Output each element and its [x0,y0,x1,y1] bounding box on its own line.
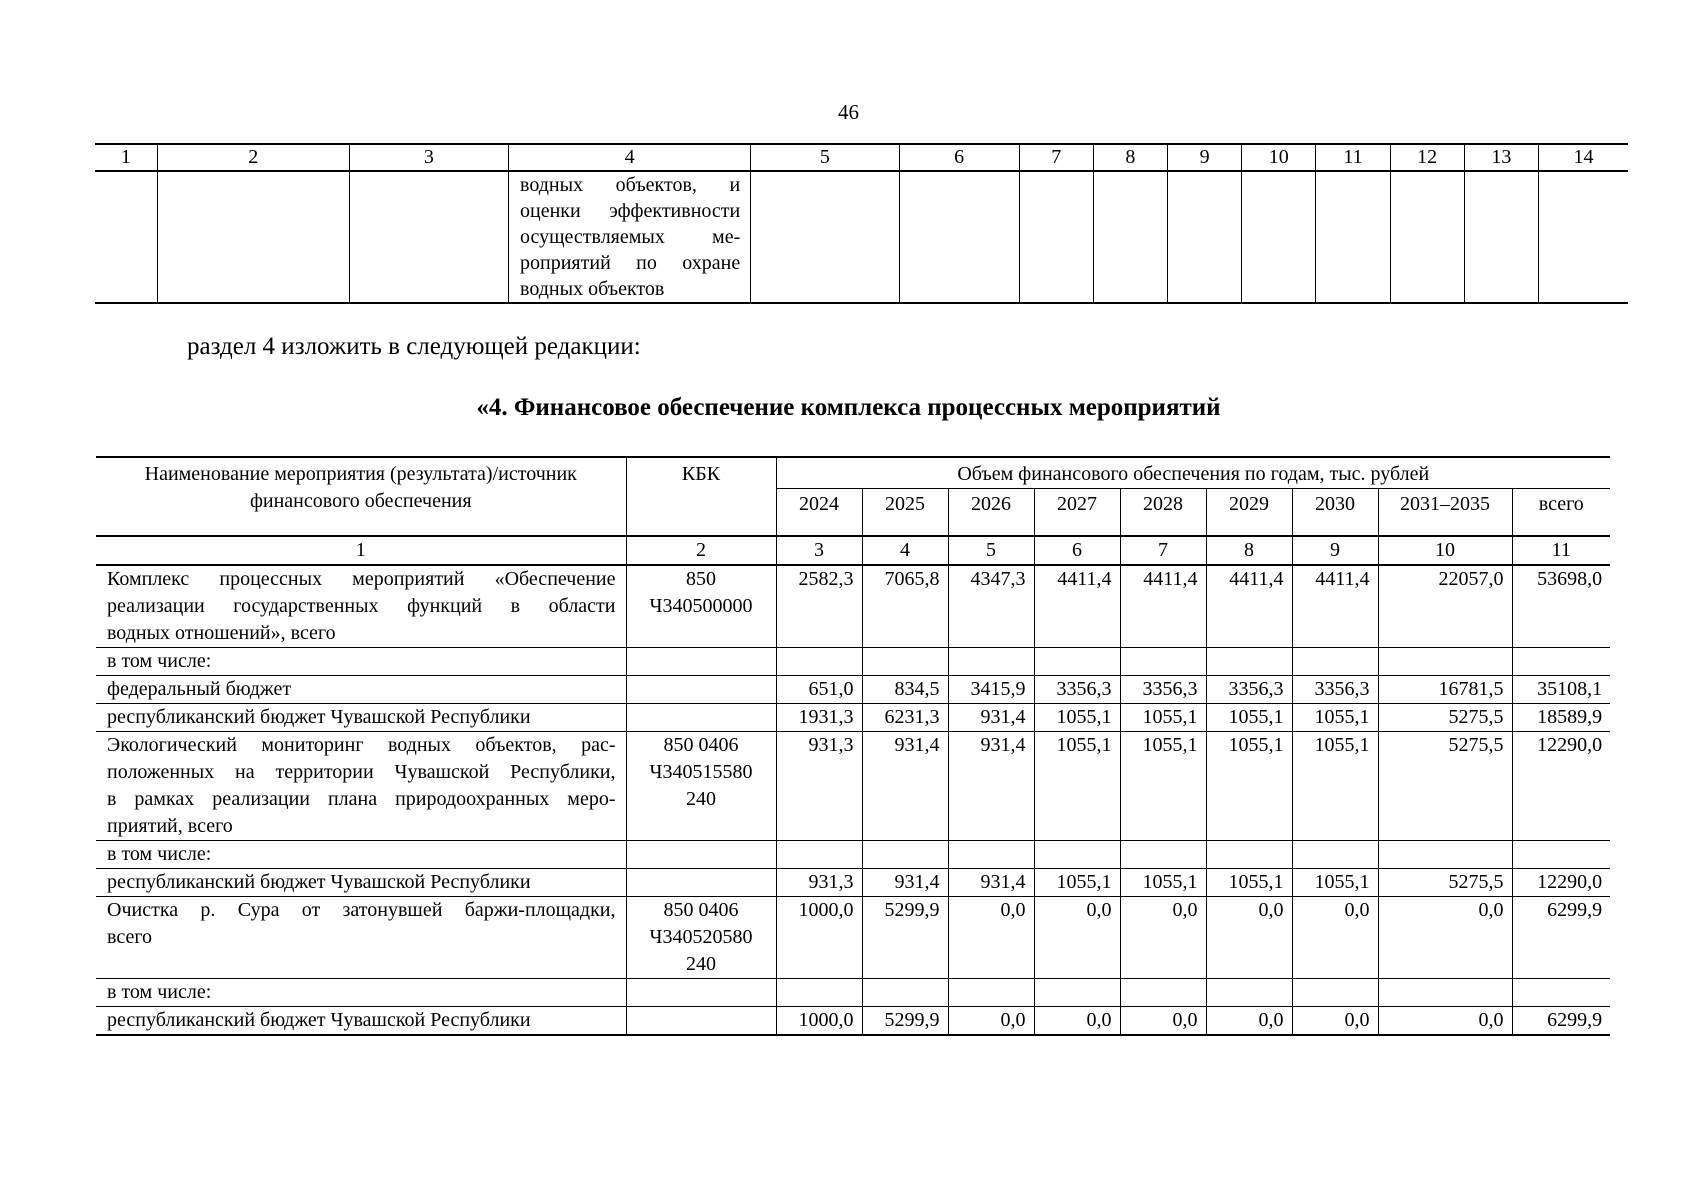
value-cell: 1931,3 [776,704,862,732]
year-header: 2029 [1206,489,1292,537]
kbk-cell [626,869,776,897]
column-number: 2 [626,536,776,565]
text-line: оценки эффективности [520,200,741,222]
row-name-line: в рамках реализации плана природоохранных меро- [107,788,616,810]
value-cell: 6299,9 [1512,897,1610,979]
value-cell: 0,0 [1378,897,1512,979]
table-row [96,1007,1610,1036]
table-row [96,841,1610,869]
value-cell [1120,979,1206,1007]
table-row [96,979,1610,1007]
section-title: «4. Финансовое обеспечение комплекса процессных мероприятий [476,394,1221,421]
row-name-line: положенных на территории Чувашской Республики, [107,761,616,783]
row-name-cell [96,841,626,869]
value-cell: 3356,3 [1292,676,1378,704]
value-cell [1034,841,1120,869]
row-name-line: Комплекс процессных мероприятий «Обеспечение [107,568,616,590]
year-header: 2028 [1120,489,1206,537]
value-cell: 0,0 [1292,897,1378,979]
row-name-cell [96,732,626,841]
value-cell: 6299,9 [1512,1007,1610,1036]
value-cell: 3415,9 [948,676,1034,704]
row-name-line: всего [107,926,153,948]
row-name-cell [96,897,626,979]
value-cell: 1055,1 [1120,869,1206,897]
column-number: 1 [95,144,157,171]
value-cell: 0,0 [1378,1007,1512,1036]
value-cell [1034,979,1120,1007]
kbk-cell [626,897,776,979]
instruction-text: раздел 4 изложить в следующей редакции: [187,333,641,360]
value-cell: 1000,0 [776,897,862,979]
year-header: 2025 [862,489,948,537]
kbk-line: Ч340520580 [649,926,753,948]
column-number: 1 [96,536,626,565]
row-name-cell [96,979,626,1007]
row-name-line: реализации государственных функций в области [107,595,616,617]
text-line: водных объектов, и [520,174,741,196]
value-cell: 2582,3 [776,565,862,648]
table-row [96,732,1610,841]
column-number: 11 [1316,144,1390,171]
kbk-line: 240 [686,953,716,975]
value-cell: 0,0 [1206,1007,1292,1036]
table-row [96,565,1610,648]
column-number: 6 [1034,536,1120,565]
name-column-header: Наименование мероприятия (результата)/источник финансового обеспечения [96,457,626,536]
value-cell: 0,0 [1120,897,1206,979]
value-cell: 1055,1 [1206,869,1292,897]
value-cell [1292,979,1378,1007]
column-number: 7 [1019,144,1093,171]
value-cell: 35108,1 [1512,676,1610,704]
column-number: 5 [948,536,1034,565]
value-cell [1206,841,1292,869]
value-cell [948,979,1034,1007]
column-number: 7 [1120,536,1206,565]
row-name-cell [96,676,626,704]
value-cell: 1055,1 [1034,869,1120,897]
value-cell: 0,0 [1292,1007,1378,1036]
text-line: осуществляемых ме- [520,226,741,248]
value-cell: 0,0 [948,897,1034,979]
kbk-cell [626,732,776,841]
value-cell: 1055,1 [1120,732,1206,841]
value-cell [948,648,1034,676]
row-name-line: федеральный бюджет [107,678,292,700]
kbk-line: Ч340500000 [649,595,753,617]
kbk-line: 850 [686,568,716,590]
value-cell: 5275,5 [1378,732,1512,841]
volume-column-header: Объем финансового обеспечения по годам, тыс. рублей [776,457,1610,489]
value-cell: 16781,5 [1378,676,1512,704]
table-row [96,897,1610,979]
value-cell: 931,4 [948,704,1034,732]
row-name-cell [96,704,626,732]
year-header: 2026 [948,489,1034,537]
column-number: 9 [1292,536,1378,565]
value-cell [1120,648,1206,676]
value-cell: 22057,0 [1378,565,1512,648]
kbk-cell [626,676,776,704]
value-cell: 1055,1 [1034,732,1120,841]
row-name-line: Экологический мониторинг водных объектов, рас- [107,734,616,756]
table-row [96,704,1610,732]
continuation-table [95,143,1628,304]
column-number: 11 [1512,536,1610,565]
table-row [96,648,1610,676]
value-cell [776,841,862,869]
column-number: 10 [1242,144,1316,171]
year-header: всего [1512,489,1610,537]
value-cell [1120,841,1206,869]
value-cell [1292,648,1378,676]
column-number: 4 [862,536,948,565]
value-cell: 1000,0 [776,1007,862,1036]
value-cell: 0,0 [1206,897,1292,979]
row-name-line: приятий, всего [107,815,233,837]
year-header: 2027 [1034,489,1120,537]
value-cell [862,979,948,1007]
value-cell: 3356,3 [1120,676,1206,704]
column-number: 8 [1206,536,1292,565]
column-number: 9 [1168,144,1242,171]
column-number: 12 [1390,144,1464,171]
value-cell: 12290,0 [1512,869,1610,897]
value-cell: 3356,3 [1206,676,1292,704]
value-cell: 4347,3 [948,565,1034,648]
kbk-cell [626,565,776,648]
kbk-cell [626,841,776,869]
column-number-row [96,536,1610,565]
value-cell: 834,5 [862,676,948,704]
text-line: роприятий по охране [520,252,741,274]
kbk-cell [626,648,776,676]
value-cell: 0,0 [1034,897,1120,979]
value-cell: 1055,1 [1292,732,1378,841]
value-cell: 651,0 [776,676,862,704]
value-cell: 4411,4 [1206,565,1292,648]
header-row [96,457,1610,489]
kbk-column-header: КБК [626,457,776,536]
value-cell: 1055,1 [1206,732,1292,841]
row-name-cell [96,648,626,676]
value-cell: 931,4 [862,732,948,841]
value-cell: 1055,1 [1034,704,1120,732]
row-name-line: в том числе: [107,650,212,672]
value-cell: 1055,1 [1292,869,1378,897]
column-number: 2 [157,144,349,171]
row-name-line: водных отношений», всего [107,622,336,644]
column-number: 3 [776,536,862,565]
table-row [96,869,1610,897]
column-number: 10 [1378,536,1512,565]
value-cell [1378,648,1512,676]
value-cell: 53698,0 [1512,565,1610,648]
kbk-cell [626,1007,776,1036]
row-name-cell [96,565,626,648]
column-number: 8 [1093,144,1167,171]
row-name-line: республиканский бюджет Чувашской Республики [107,706,531,728]
row-name-line: республиканский бюджет Чувашской Республики [107,1009,531,1031]
value-cell: 4411,4 [1120,565,1206,648]
value-cell [1292,841,1378,869]
page-number: 46 [838,100,859,124]
value-cell: 5275,5 [1378,704,1512,732]
table-row [96,676,1610,704]
column-number-row [95,144,1628,171]
kbk-line: 850 0406 [663,899,739,921]
value-cell [776,979,862,1007]
value-cell [776,648,862,676]
finance-table [96,456,1610,1036]
value-cell [1512,841,1610,869]
value-cell [1512,979,1610,1007]
value-cell: 931,4 [948,869,1034,897]
column-number: 14 [1538,144,1628,171]
value-cell [1512,648,1610,676]
measure-text-cell [509,171,751,303]
value-cell: 12290,0 [1512,732,1610,841]
value-cell: 18589,9 [1512,704,1610,732]
value-cell: 1055,1 [1292,704,1378,732]
table-row [95,171,1628,303]
value-cell: 4411,4 [1292,565,1378,648]
column-number: 3 [349,144,508,171]
column-number: 6 [899,144,1019,171]
value-cell: 5299,9 [862,897,948,979]
value-cell [948,841,1034,869]
value-cell [1206,979,1292,1007]
row-name-line: в том числе: [107,843,212,865]
row-name-line: республиканский бюджет Чувашской Республики [107,871,531,893]
value-cell: 931,3 [776,869,862,897]
row-name-line: Очистка р. Сура от затонувшей баржи-площадки, [107,899,616,921]
year-header: 2031–2035 [1378,489,1512,537]
value-cell [1034,648,1120,676]
value-cell [862,841,948,869]
value-cell [1378,841,1512,869]
value-cell: 5275,5 [1378,869,1512,897]
column-number: 4 [509,144,751,171]
value-cell: 3356,3 [1034,676,1120,704]
value-cell: 4411,4 [1034,565,1120,648]
value-cell: 0,0 [948,1007,1034,1036]
value-cell: 1055,1 [1206,704,1292,732]
kbk-line: 850 0406 [663,734,739,756]
kbk-cell [626,979,776,1007]
row-name-line: в том числе: [107,981,212,1003]
kbk-line: 240 [686,788,716,810]
value-cell: 6231,3 [862,704,948,732]
row-name-cell [96,1007,626,1036]
value-cell: 931,4 [948,732,1034,841]
value-cell [1206,648,1292,676]
year-header: 2024 [776,489,862,537]
value-cell [862,648,948,676]
value-cell: 7065,8 [862,565,948,648]
row-name-cell [96,869,626,897]
year-header: 2030 [1292,489,1378,537]
value-cell [1378,979,1512,1007]
value-cell: 931,4 [862,869,948,897]
text-line: водных объектов [520,278,665,300]
column-number: 13 [1464,144,1538,171]
value-cell: 0,0 [1034,1007,1120,1036]
kbk-cell [626,704,776,732]
column-number: 5 [751,144,899,171]
value-cell: 931,3 [776,732,862,841]
kbk-line: Ч340515580 [649,761,753,783]
value-cell: 5299,9 [862,1007,948,1036]
value-cell: 1055,1 [1120,704,1206,732]
value-cell: 0,0 [1120,1007,1206,1036]
